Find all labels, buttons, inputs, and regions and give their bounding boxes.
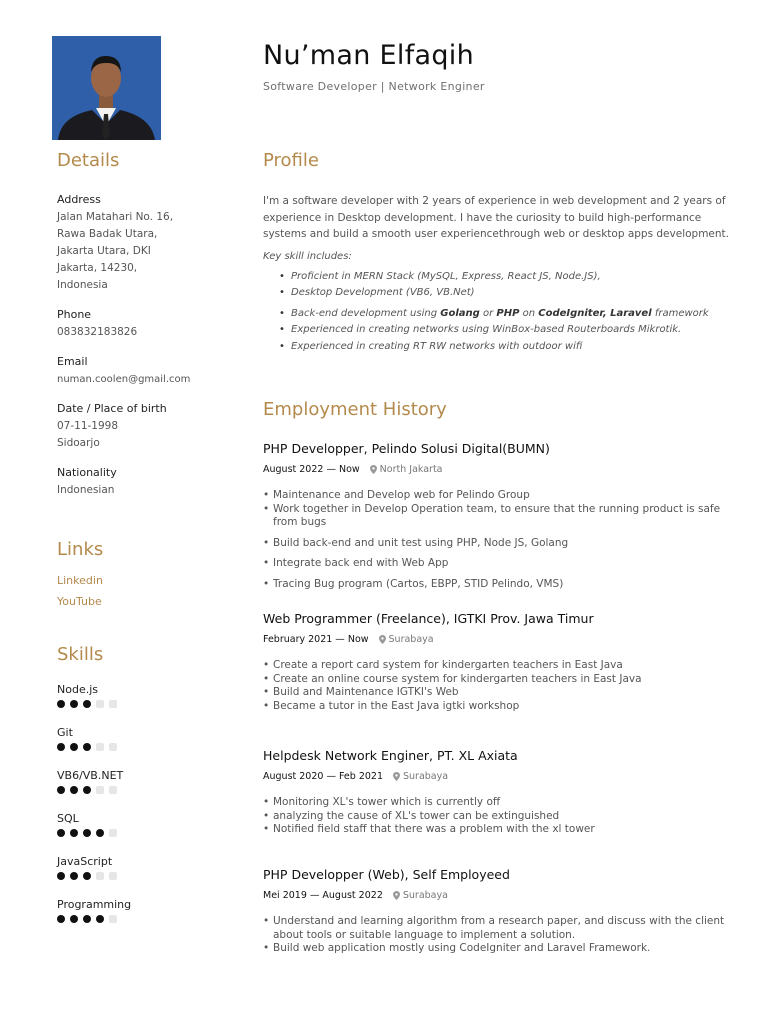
- skill-level-dots: [57, 872, 237, 880]
- skill-dot-filled: [57, 743, 65, 751]
- key-skill-label: Key skill includes:: [263, 250, 352, 262]
- skill-dot-empty: [109, 786, 117, 794]
- skill-dot-empty: [109, 743, 117, 751]
- key-skill-text: Back-end development using: [291, 307, 441, 319]
- job-duties: [263, 489, 733, 591]
- job-duties: [263, 659, 733, 713]
- key-skill-text: on: [519, 307, 539, 319]
- job-duty-item: • analyzing the cause of XL's tower can be extinguished: [263, 810, 733, 824]
- skill-dot-filled: [96, 915, 104, 923]
- key-skill-item: • Experienced in creating networks using WinBox-based Routerboards Mikrotik.: [291, 322, 733, 339]
- candidate-role: Software Developer | Network Enginer: [263, 80, 485, 93]
- nationality-block: [57, 466, 237, 499]
- skill-item: [57, 898, 237, 923]
- job-title: PHP Developper (Web), Self Employeed: [263, 867, 510, 882]
- skill-name: Git: [57, 726, 73, 739]
- address-line: Jalan Matahari No. 16,: [57, 211, 174, 223]
- dob-block: [57, 402, 237, 452]
- email-label: Email: [57, 355, 88, 368]
- skill-dot-filled: [57, 700, 65, 708]
- job-meta: [263, 634, 733, 645]
- address-line: Rawa Badak Utara,: [57, 228, 158, 240]
- skill-dot-filled: [57, 872, 65, 880]
- skill-item: [57, 726, 237, 751]
- skill-dot-empty: [109, 872, 117, 880]
- job-duties: [263, 915, 733, 956]
- job-duty-item: • Maintenance and Develop web for Pelindo Group: [263, 489, 733, 503]
- nationality-label: Nationality: [57, 466, 117, 479]
- skill-dot-filled: [70, 786, 78, 794]
- address-value: [57, 209, 237, 294]
- phone-value: 083832183826: [57, 326, 138, 338]
- job-dates: August 2022 — Now: [263, 464, 360, 475]
- job-dates: February 2021 — Now: [263, 634, 369, 645]
- skill-level-dots: [57, 786, 237, 794]
- employment-title: Employment History: [263, 399, 447, 420]
- job-duty-item: • Tracing Bug program (Cartos, EBPP, STID Pelindo, VMS): [263, 578, 733, 592]
- job-duty-item: • Became a tutor in the East Java igtki workshop: [263, 700, 733, 714]
- skill-dot-empty: [109, 915, 117, 923]
- links-title: Links: [57, 539, 104, 560]
- skill-name: JavaScript: [57, 855, 113, 868]
- dob-value: 07-11-1998: [57, 420, 119, 432]
- job-duties: [263, 796, 733, 837]
- skill-dot-filled: [83, 700, 91, 708]
- profile-text: I'm a software developer with 2 years of experience in web development and 2 years of experience in Desktop development. I have the curiosity to build high-performance systems and build a smooth user experiencethrough web or desktop apps development.: [263, 195, 729, 240]
- job-entry: [263, 748, 733, 837]
- location-pin-icon: [393, 772, 400, 781]
- skill-dot-filled: [70, 700, 78, 708]
- youtube-link[interactable]: YouTube: [57, 595, 102, 608]
- job-entry: [263, 441, 733, 591]
- job-duty-item: • Build back-end and unit test using PHP, Node JS, Golang: [263, 537, 733, 551]
- pob-value: Sidoarjo: [57, 437, 100, 449]
- key-skill-bold: PHP: [496, 307, 520, 319]
- job-location-text: Surabaya: [388, 634, 434, 645]
- nationality-value: Indonesian: [57, 484, 115, 496]
- job-location-text: Surabaya: [403, 771, 449, 782]
- skill-dot-filled: [83, 786, 91, 794]
- skill-dot-filled: [83, 915, 91, 923]
- job-dates: August 2020 — Feb 2021: [263, 771, 383, 782]
- skill-item: [57, 769, 237, 794]
- job-meta: [263, 890, 733, 901]
- skill-dot-filled: [70, 872, 78, 880]
- job-location: [379, 634, 434, 645]
- skill-dot-filled: [57, 829, 65, 837]
- job-title: PHP Developper, Pelindo Solusi Digital(BUMN): [263, 441, 550, 456]
- key-skill-bold: Golang: [440, 307, 480, 319]
- skill-name: SQL: [57, 812, 79, 825]
- phone-block: [57, 308, 237, 341]
- skill-dot-filled: [96, 829, 104, 837]
- skill-level-dots: [57, 700, 237, 708]
- skill-dot-empty: [96, 872, 104, 880]
- location-pin-icon: [370, 465, 377, 474]
- skill-item: [57, 812, 237, 837]
- key-skill-bold: CodeIgniter, Laravel: [538, 307, 652, 319]
- skill-dot-filled: [83, 872, 91, 880]
- job-location-text: North Jakarta: [379, 464, 443, 475]
- address-block: [57, 193, 237, 294]
- skill-level-dots: [57, 743, 237, 751]
- job-meta: [263, 771, 733, 782]
- job-location-text: Surabaya: [402, 890, 448, 901]
- key-skill-list: [263, 269, 733, 356]
- job-location: [370, 464, 443, 475]
- candidate-name: Nu’man Elfaqih: [263, 40, 474, 71]
- skill-item: [57, 855, 237, 880]
- location-pin-icon: [393, 891, 400, 900]
- address-line: Jakarta Utara, DKI: [57, 245, 151, 257]
- skill-dot-empty: [96, 743, 104, 751]
- skill-dot-filled: [70, 915, 78, 923]
- job-location: [393, 771, 448, 782]
- profile-photo: [52, 36, 161, 140]
- skill-item: [57, 683, 237, 708]
- job-duty-item: • Create a report card system for kindergarten teachers in East Java: [263, 659, 733, 673]
- job-entry: [263, 611, 733, 713]
- skill-dot-filled: [70, 829, 78, 837]
- skills-title: Skills: [57, 644, 104, 665]
- skill-name: Programming: [57, 898, 132, 911]
- email-value: numan.coolen@gmail.com: [57, 374, 191, 385]
- profile-title: Profile: [263, 150, 319, 171]
- dob-label: Date / Place of birth: [57, 402, 167, 415]
- job-title: Helpdesk Network Enginer, PT. XL Axiata: [263, 748, 518, 763]
- skill-dot-empty: [96, 700, 104, 708]
- job-duty-item: • Integrate back end with Web App: [263, 557, 733, 571]
- key-skill-text: framework: [651, 307, 709, 319]
- key-skill-item: • Desktop Development (VB6, VB.Net): [291, 285, 733, 302]
- job-location: [393, 890, 448, 901]
- skill-dot-filled: [57, 786, 65, 794]
- skill-name: VB6/VB.NET: [57, 769, 124, 782]
- skill-level-dots: [57, 829, 237, 837]
- key-skill-item: • Proficient in MERN Stack (MySQL, Express, React JS, Node.JS),: [291, 269, 733, 286]
- job-duty-item: • Build and Maintenance IGTKI's Web: [263, 686, 733, 700]
- skill-dot-empty: [109, 829, 117, 837]
- key-skill-item: [291, 306, 733, 323]
- address-label: Address: [57, 193, 101, 206]
- skill-level-dots: [57, 915, 237, 923]
- skill-dot-filled: [83, 829, 91, 837]
- job-duty-item: • Build web application mostly using CodeIgniter and Laravel Framework.: [263, 942, 733, 956]
- address-line: Indonesia: [57, 279, 108, 291]
- job-duty-item: • Monitoring XL's tower which is currently off: [263, 796, 733, 810]
- phone-label: Phone: [57, 308, 92, 321]
- sidebar: [57, 150, 237, 941]
- skill-name: Node.js: [57, 683, 98, 696]
- linkedin-link[interactable]: Linkedin: [57, 574, 103, 587]
- skill-dot-filled: [57, 915, 65, 923]
- skill-dot-empty: [109, 700, 117, 708]
- skills-list: [57, 683, 237, 923]
- location-pin-icon: [379, 635, 386, 644]
- profile-section: [263, 150, 733, 355]
- job-duty-item: • Understand and learning algorithm from a research paper, and discuss with the client about tools or suitable language to implement a solution.: [263, 915, 733, 942]
- job-title: Web Programmer (Freelance), IGTKI Prov. Jawa Timur: [263, 611, 594, 626]
- job-duty-item: • Notified field staff that there was a problem with the xl tower: [263, 823, 733, 837]
- email-block: [57, 355, 237, 388]
- job-entry: [263, 867, 733, 956]
- details-title: Details: [57, 150, 120, 171]
- key-skill-text: or: [479, 307, 497, 319]
- job-meta: [263, 464, 733, 475]
- skill-dot-filled: [70, 743, 78, 751]
- job-duty-item: • Create an online course system for kindergarten teachers in East Java: [263, 673, 733, 687]
- address-line: Jakarta, 14230,: [57, 262, 138, 274]
- job-duty-item: • Work together in Develop Operation team, to ensure that the running product is safe from bugs: [263, 503, 733, 530]
- skill-dot-filled: [83, 743, 91, 751]
- skill-dot-empty: [96, 786, 104, 794]
- key-skill-item: • Experienced in creating RT RW networks with outdoor wifi: [291, 339, 733, 356]
- job-dates: Mei 2019 — August 2022: [263, 890, 383, 901]
